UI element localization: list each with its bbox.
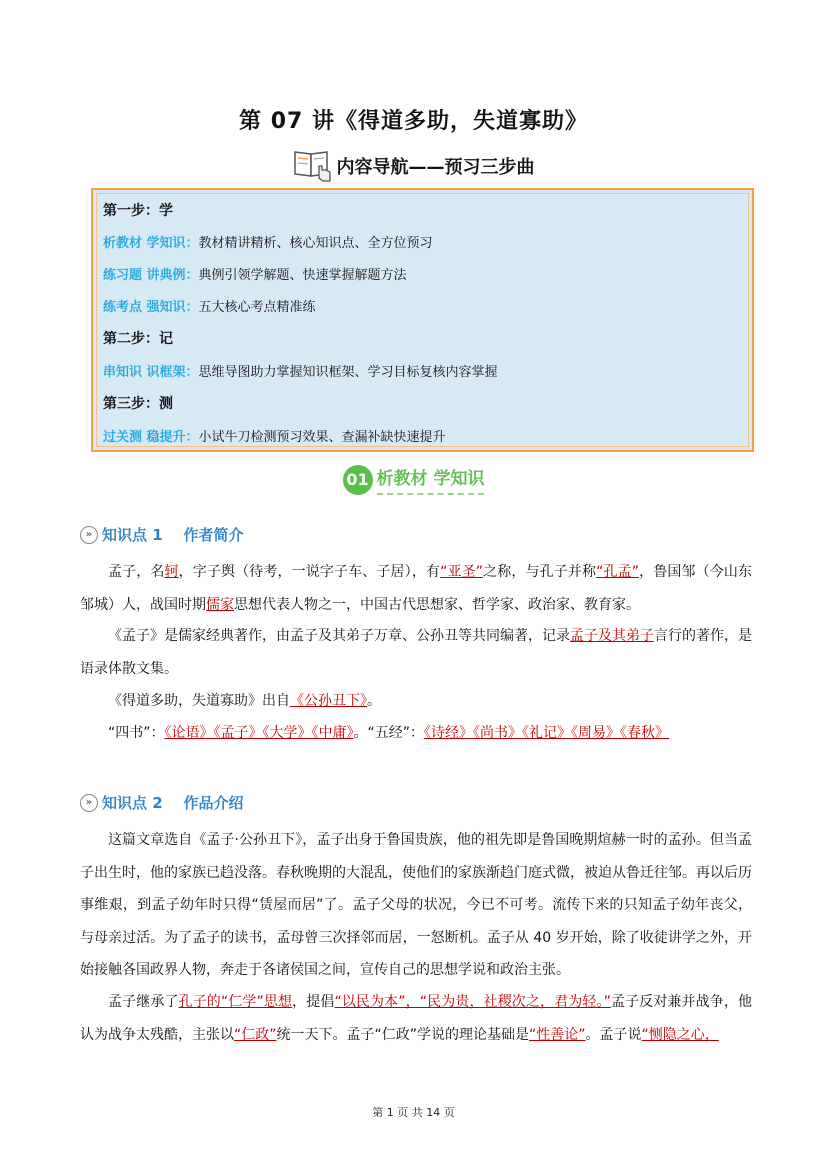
nav-title: 内容导航——预习三步曲 — [336, 157, 535, 178]
highlight: 儒家 — [206, 596, 234, 613]
highlight: “孔孟” — [596, 564, 640, 580]
highlight: “以民为本”，“民为贵，社稷次之，君为轻。” — [334, 994, 611, 1010]
text-run: 之称，与孔子并称 — [482, 564, 597, 580]
text-run: 统一天下。孟子“仁政”学说的理论基础是 — [276, 1026, 530, 1043]
author-paragraph-1 — [80, 556, 752, 621]
knowledge-point-title: 知识点 2 作品介绍 — [102, 794, 244, 812]
step-2-heading: 第二步：记 — [103, 331, 173, 347]
knowledge-point-2-heading — [80, 792, 244, 813]
step-1-heading: 第一步：学 — [103, 203, 173, 219]
text-run: ，字子舆（待考，一说字子车、子居），有 — [178, 564, 441, 580]
work-paragraph-1: 这篇文章选自《孟子·公孙丑下》，孟子出身于鲁国贵族，他的祖先即是鲁国晚期煊赫一时的孟孙。但当孟子出生时，他的家族已趋没落。春秋晚期的大混乱，使他们的家族渐趋门庭式微，被迫从鲁迁往邹。再以后历事维艰，到孟子幼年时只得“赁屋而居”了。孟子父母的状况，今已不可考。流传下来的只知孟子幼年丧父，与母亲过活。为了孟子的读书，孟母曾三次择邻而居，一怒断机。孟子从 40 岁开始，除了收徒讲学之外，开始接触各国政界人物，奔走于各诸侯国之间，宣传自己的思想学说和政治主张。 — [80, 832, 752, 978]
text-run: ，鲁国邹（今山东邹城）人，战国时期 — [80, 564, 753, 613]
step-row — [103, 296, 316, 315]
page-title: 第 07 讲《得道多助，失道寡助》 — [239, 109, 588, 134]
text-run: 孟子反对兼并战争，他认为战争太残酷，主张以 — [80, 994, 752, 1043]
text-run: 。 — [367, 693, 381, 709]
knowledge-point-title: 知识点 1 作者简介 — [102, 526, 244, 544]
highlight: 孔子的“仁学”思想 — [178, 994, 293, 1010]
step-row — [103, 361, 498, 380]
highlight: “亚圣” — [440, 564, 483, 580]
highlight: “恻隐之心， — [641, 1026, 719, 1043]
step-row — [103, 232, 433, 251]
section-title: 析教材 学知识 — [377, 464, 485, 495]
step-row-label: 析教材 学知识： — [103, 236, 199, 251]
preview-steps-box — [91, 188, 754, 452]
double-chevron-icon: » — [80, 794, 98, 812]
highlight: 轲 — [164, 564, 179, 580]
author-paragraph-4 — [80, 717, 752, 750]
section-banner — [0, 464, 827, 495]
step-row-text: 小试牛刀检测预习效果、查漏补缺快速提升 — [198, 430, 446, 445]
highlight: 《论语》《孟子》《大学》《中庸》 — [164, 725, 354, 741]
step-row-text: 思维导图助力掌握知识框架、学习目标复核内容掌握 — [198, 365, 498, 380]
double-chevron-icon: » — [80, 526, 98, 544]
highlight: 《公孙丑下》 — [290, 693, 367, 709]
step-row — [103, 426, 446, 445]
step-row-label: 练考点 强知识： — [103, 300, 199, 315]
text-run: 思想代表人物之一，中国古代思想家、哲学家、政治家、教育家。 — [234, 596, 640, 613]
text-run: ，提倡 — [292, 994, 335, 1010]
author-paragraph-3 — [80, 685, 752, 718]
nav-heading — [0, 146, 827, 186]
step-row-text: 教材精讲精析、核心知识点、全方位预习 — [198, 236, 433, 251]
text-run: 。“五经”： — [353, 725, 425, 741]
section-number-badge: 01 — [343, 465, 373, 495]
book-hand-icon — [293, 146, 333, 186]
author-paragraph-2 — [80, 620, 752, 685]
step-row — [103, 264, 407, 283]
text-run: 孟子，名 — [108, 564, 165, 580]
text-run: 。孟子说 — [585, 1026, 642, 1043]
step-row-label: 串知识 识框架： — [103, 365, 199, 380]
step-row-label: 练习题 讲典例： — [103, 268, 199, 283]
step-row-text: 五大核心考点精准练 — [198, 300, 316, 315]
step-row-label: 过关测 稳提升： — [103, 430, 199, 445]
step-row-text: 典例引领学解题、快速掌握解题方法 — [198, 268, 407, 283]
text-run: 《得道多助，失道寡助》出自 — [108, 693, 290, 709]
work-paragraph-2 — [80, 986, 752, 1051]
text-run: 《孟子》是儒家经典著作，由孟子及其弟子万章、公孙丑等共同编著，记录 — [108, 628, 570, 644]
text-run: 孟子继承了 — [108, 994, 179, 1010]
step-3-heading: 第三步：测 — [103, 396, 173, 412]
text-run: “四书”： — [108, 725, 165, 741]
knowledge-point-1-heading — [80, 524, 244, 545]
highlight: 孟子及其弟子 — [570, 628, 654, 644]
highlight: “仁政” — [234, 1026, 277, 1043]
text-run: 言行的著作，是语录体散文集。 — [80, 628, 752, 677]
highlight: “性善论” — [529, 1026, 586, 1043]
page-footer: 第 1 页 共 14 页 — [372, 1106, 455, 1119]
highlight: 《诗经》《尚书》《礼记》《周易》《春秋》 — [424, 725, 670, 741]
